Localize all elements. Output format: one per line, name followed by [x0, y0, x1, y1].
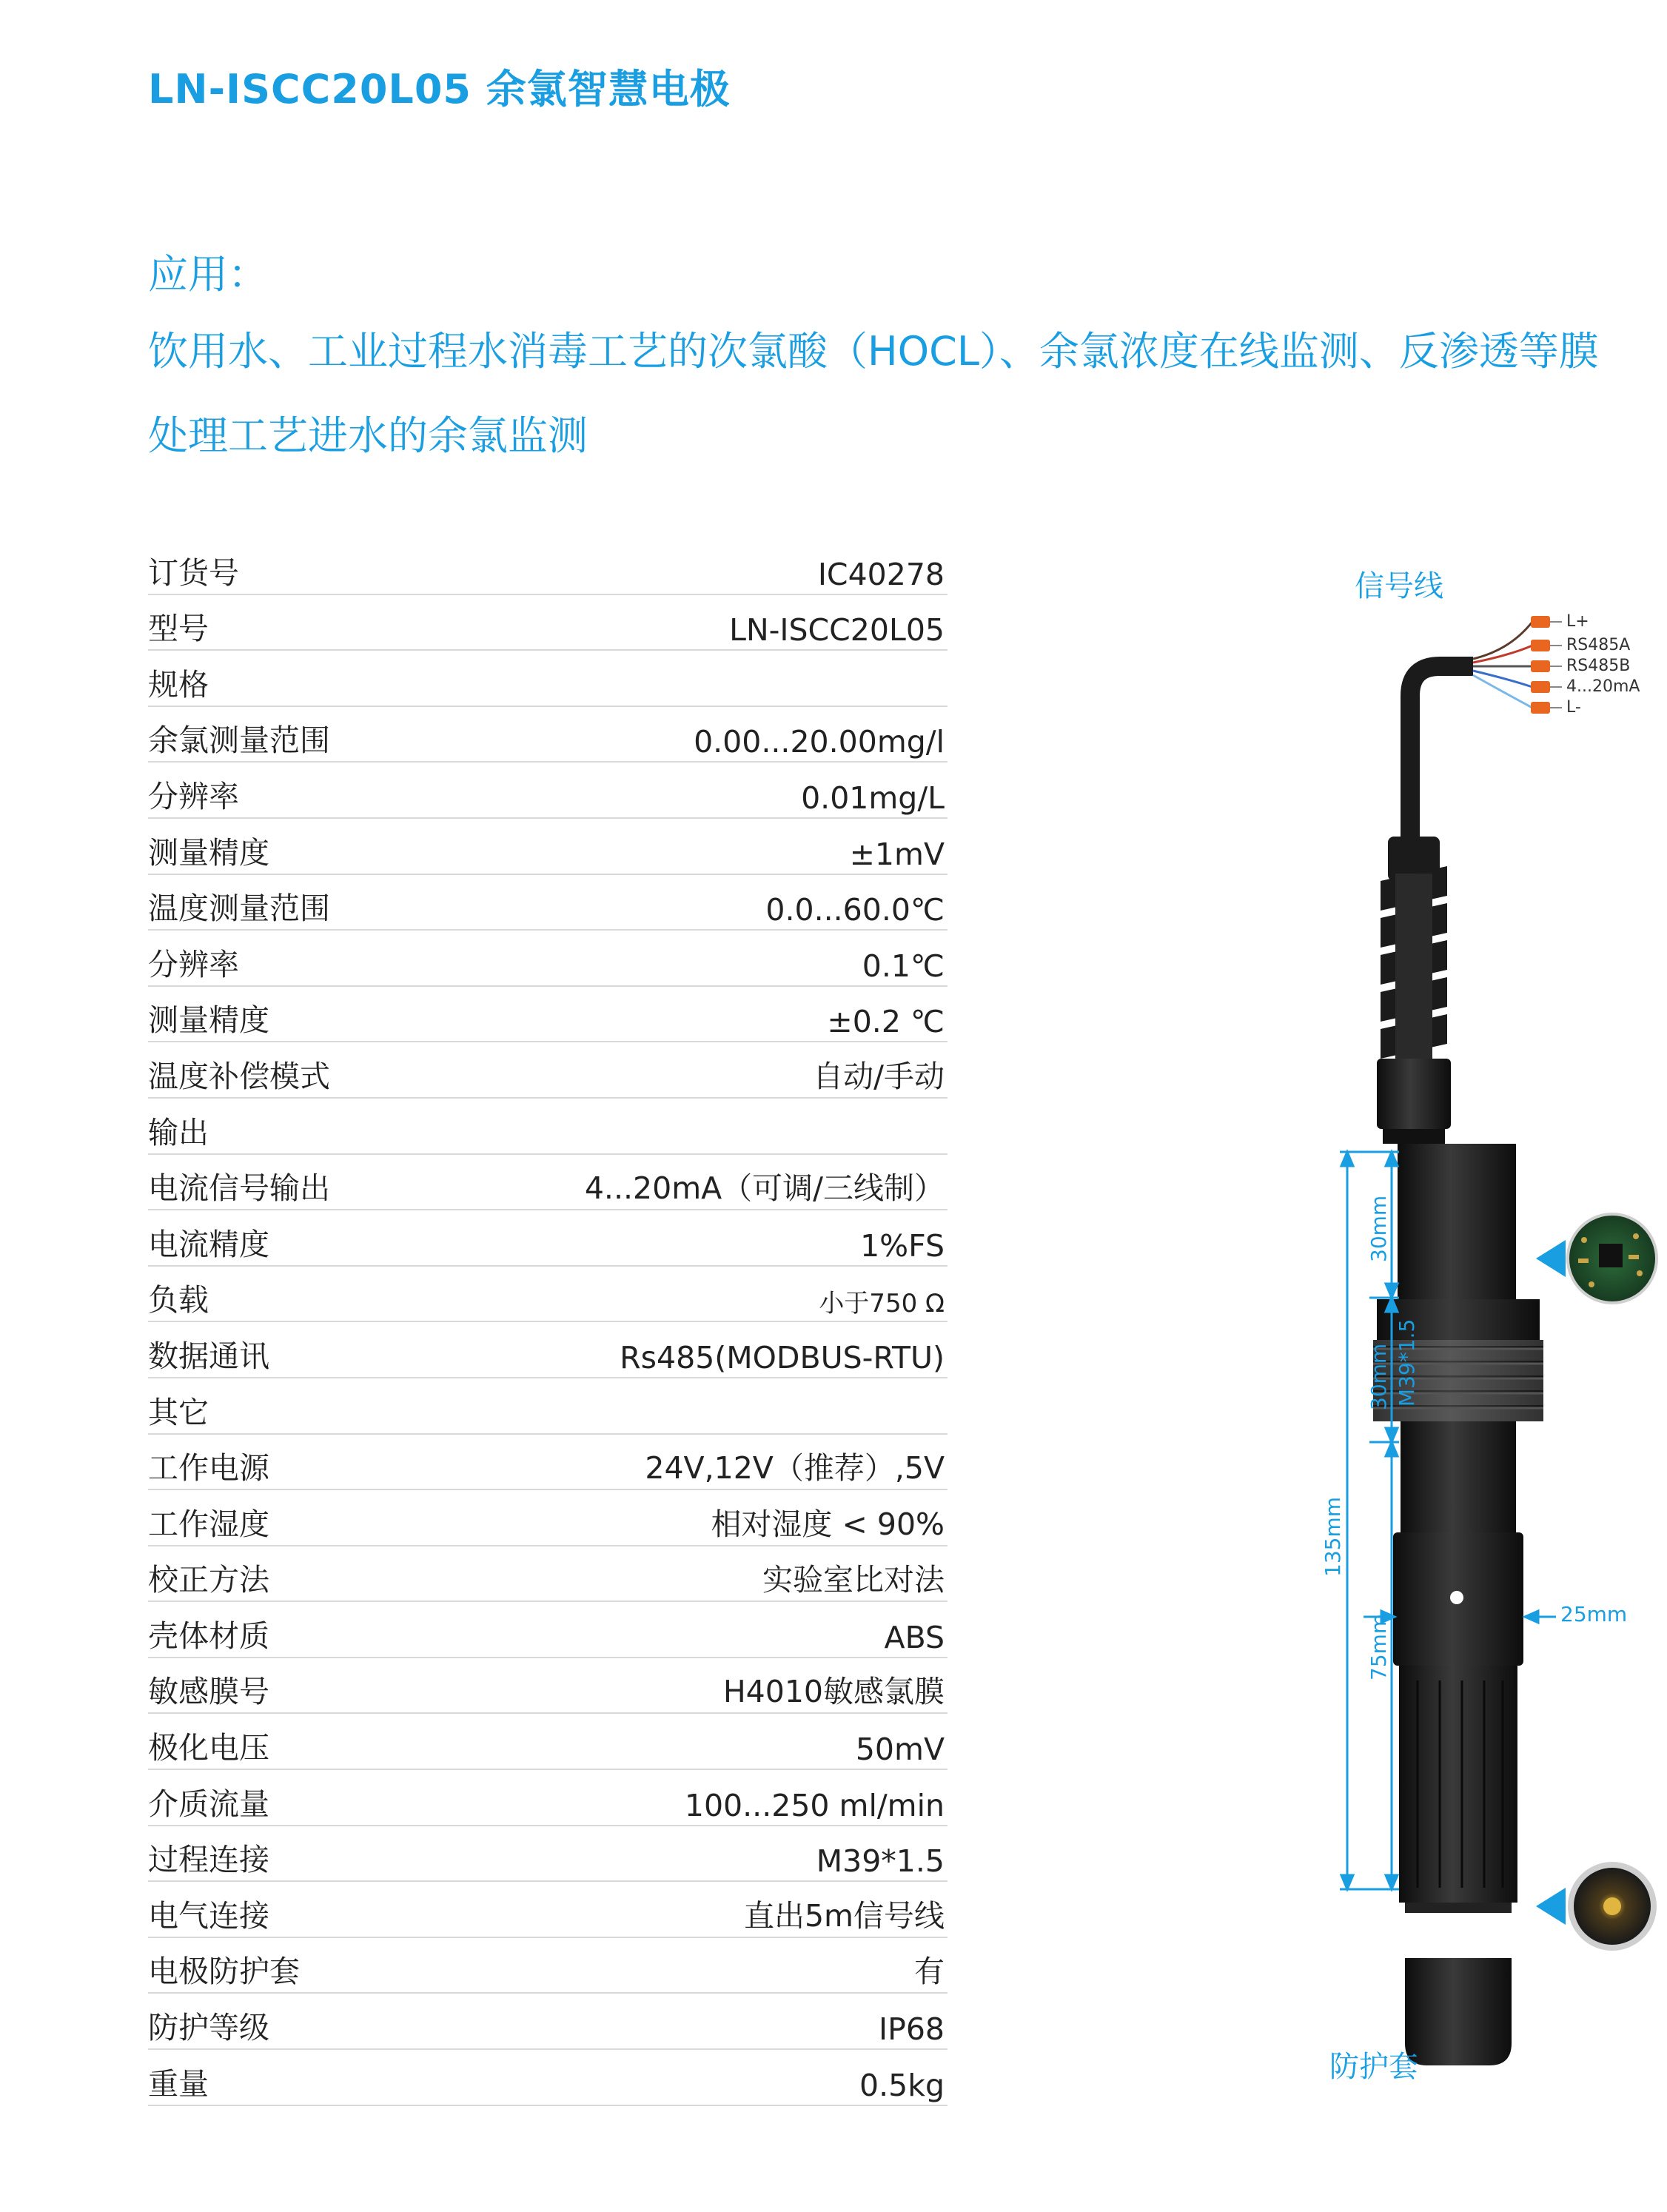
spec-row	[148, 1658, 947, 1715]
spec-value: 小于750 Ω	[819, 1289, 945, 1319]
spec-row	[148, 931, 947, 987]
dimension-mid: 30mm	[1366, 1343, 1391, 1410]
spec-row	[148, 2050, 947, 2106]
spec-label: 校正方法	[148, 1562, 269, 1598]
spec-label: 温度测量范围	[148, 891, 330, 927]
spec-row	[148, 651, 947, 707]
spec-value: IP68	[879, 2011, 945, 2048]
spec-row	[148, 1826, 947, 1883]
spec-value: LN-ISCC20L05	[729, 612, 945, 648]
spec-value: 0.5kg	[859, 2067, 945, 2103]
spec-row	[148, 1546, 947, 1603]
cap-label: 防护套	[1329, 2050, 1418, 2084]
spec-row	[148, 1267, 947, 1323]
spec-row	[148, 819, 947, 875]
spec-label: 规格	[148, 666, 209, 703]
spec-label: 数据通讯	[148, 1338, 269, 1374]
spec-value: 有	[914, 1954, 945, 1990]
spec-label: 重量	[148, 2065, 209, 2102]
spec-label: 测量精度	[148, 834, 269, 871]
wire-label: RS485A	[1566, 636, 1631, 654]
spec-label: 温度补偿模式	[148, 1058, 330, 1094]
spec-row	[148, 987, 947, 1043]
spec-value: 24V,12V（推荐）,5V	[645, 1450, 945, 1487]
spec-label: 过程连接	[148, 1842, 269, 1878]
spec-value: 0.0...60.0℃	[765, 892, 945, 928]
spec-row	[148, 1938, 947, 1994]
spec-value: 0.01mg/L	[801, 780, 945, 816]
spec-value: ±1mV	[849, 836, 945, 872]
spec-label: 负载	[148, 1282, 209, 1318]
dimension-width: 25mm	[1560, 1602, 1628, 1626]
dimension-thread: M39*1.5	[1395, 1318, 1419, 1407]
spec-row	[148, 1099, 947, 1155]
spec-value: 直出5m信号线	[743, 1897, 945, 1934]
spec-value: ±0.2 ℃	[827, 1004, 945, 1040]
spec-row	[148, 707, 947, 763]
spec-row	[148, 539, 947, 595]
wire-label: RS485B	[1566, 657, 1631, 675]
spec-row	[148, 763, 947, 819]
spec-value: IC40278	[817, 556, 945, 592]
spec-label: 极化电压	[148, 1730, 269, 1766]
spec-label: 工作电源	[148, 1450, 269, 1487]
spec-row	[148, 1770, 947, 1826]
spec-row	[148, 1490, 947, 1546]
spec-row	[148, 1435, 947, 1491]
electrode-illustration	[1125, 563, 1658, 2088]
spec-value: 0.00...20.00mg/l	[694, 724, 945, 760]
spec-row	[148, 1322, 947, 1378]
spec-row	[148, 595, 947, 651]
spec-label: 余氯测量范围	[148, 723, 330, 759]
spec-value: 100...250 ml/min	[684, 1787, 945, 1823]
spec-row	[148, 1042, 947, 1099]
signal-line-label: 信号线	[1355, 569, 1443, 603]
application-heading: 应用：	[148, 251, 268, 298]
spec-label: 电流精度	[148, 1226, 269, 1262]
spec-value: 1%FS	[860, 1227, 945, 1264]
spec-value: 实验室比对法	[762, 1562, 945, 1598]
spec-row	[148, 1994, 947, 2050]
spec-value: 相对湿度 < 90%	[711, 1506, 945, 1542]
spec-value: 4...20mA（可调/三线制）	[584, 1170, 945, 1207]
wire-label: L-	[1566, 698, 1581, 717]
spec-table	[148, 539, 947, 2106]
spec-row	[148, 1714, 947, 1770]
spec-label: 测量精度	[148, 1002, 269, 1039]
spec-label: 输出	[148, 1114, 209, 1150]
spec-row	[148, 1882, 947, 1938]
spec-value: 自动/手动	[813, 1058, 945, 1094]
spec-label: 型号	[148, 611, 209, 647]
spec-label: 敏感膜号	[148, 1674, 269, 1710]
spec-row	[148, 1210, 947, 1267]
spec-label: 电流信号输出	[148, 1170, 330, 1207]
spec-value: 0.1℃	[862, 948, 945, 984]
spec-row	[148, 1378, 947, 1435]
dimension-bottom: 75mm	[1366, 1613, 1391, 1680]
spec-label: 订货号	[148, 554, 239, 591]
spec-label: 防护等级	[148, 2010, 269, 2046]
spec-value: Rs485(MODBUS-RTU)	[620, 1339, 945, 1375]
dimension-top: 30mm	[1366, 1195, 1391, 1262]
wire-label: 4...20mA	[1566, 677, 1640, 696]
spec-value: 50mV	[855, 1732, 945, 1768]
spec-row	[148, 1155, 947, 1211]
spec-value: ABS	[884, 1619, 945, 1655]
spec-label: 其它	[148, 1394, 209, 1430]
spec-label: 分辨率	[148, 778, 239, 814]
spec-label: 电气连接	[148, 1897, 269, 1934]
application-text: 饮用水、工业过程水消毒工艺的次氯酸（HOCL）、余氯浓度在线监测、反渗透等膜处理工艺进水的余氯监测	[148, 328, 1599, 459]
electrode-diagram	[1125, 563, 1658, 2088]
spec-row	[148, 875, 947, 931]
spec-label: 壳体材质	[148, 1618, 269, 1654]
spec-row	[148, 1602, 947, 1658]
spec-label: 电极防护套	[148, 1954, 300, 1990]
dimension-total: 135mm	[1321, 1497, 1345, 1577]
spec-value: H4010敏感氯膜	[722, 1674, 945, 1710]
spec-label: 分辨率	[148, 946, 239, 982]
page-title: LN-ISCC20L05 余氯智慧电极	[148, 66, 731, 113]
spec-label: 介质流量	[148, 1786, 269, 1822]
spec-value: M39*1.5	[816, 1843, 945, 1880]
wire-label: L+	[1566, 612, 1589, 631]
spec-label: 工作湿度	[148, 1506, 269, 1542]
